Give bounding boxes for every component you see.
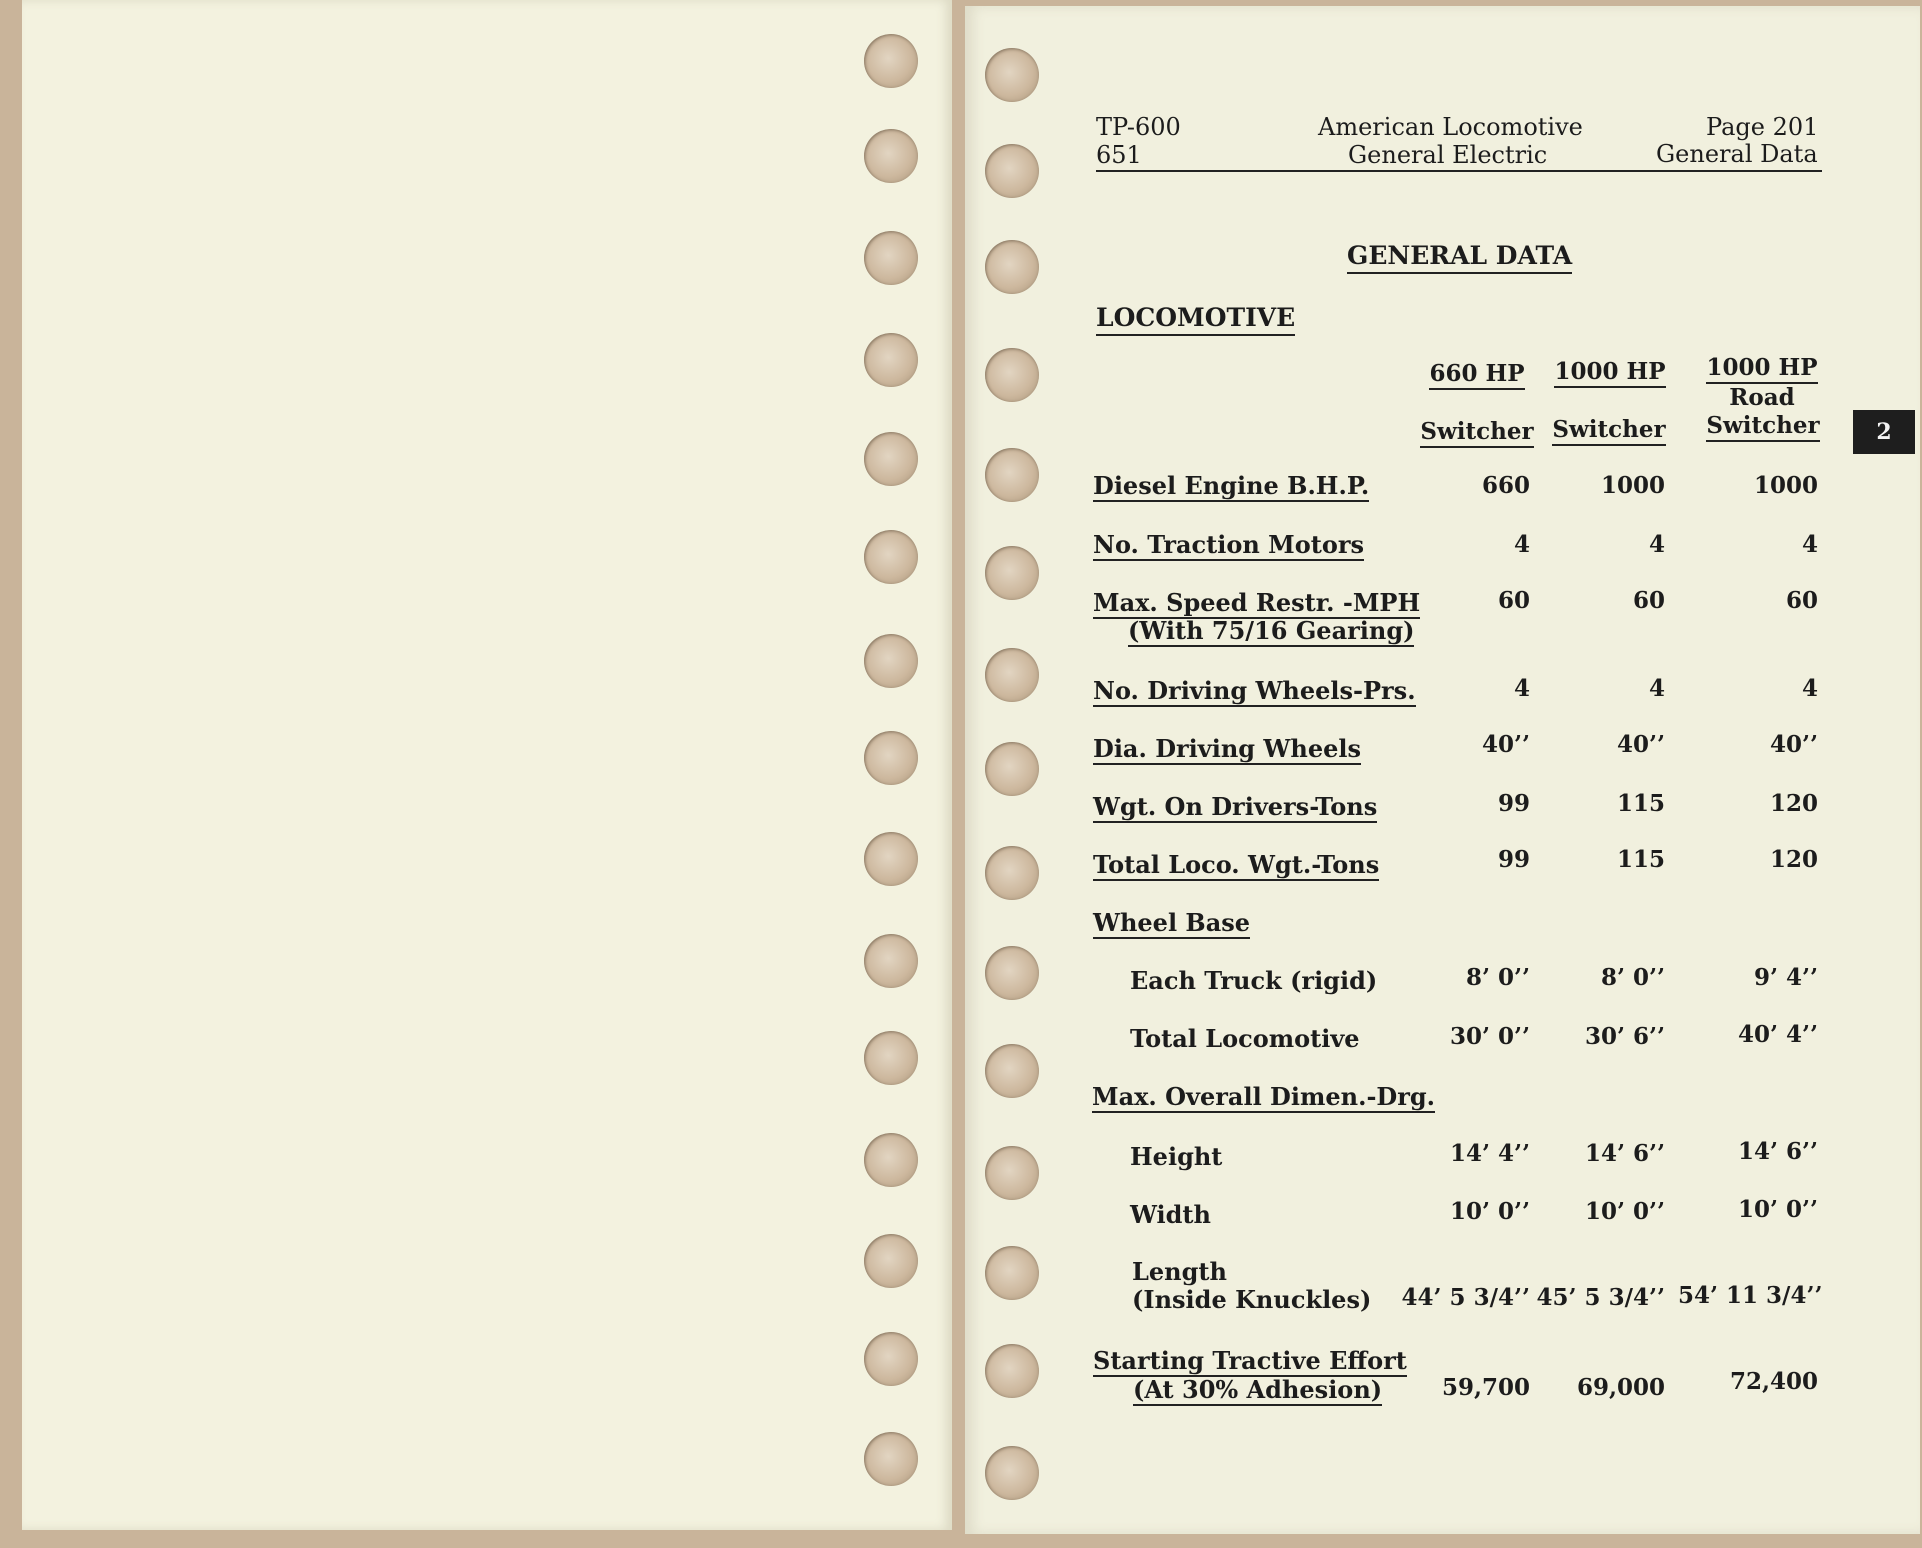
row-label-dia-driving-wheels: Dia. Driving Wheels (1093, 734, 1361, 763)
binder-hole (864, 934, 918, 988)
row-label-height: Height (1130, 1142, 1223, 1171)
row-label-width: Width (1130, 1200, 1211, 1229)
binder-hole (985, 1446, 1039, 1500)
binder-hole (985, 48, 1039, 102)
left-page (22, 0, 952, 1530)
binder-hole (985, 742, 1039, 796)
binder-hole (985, 546, 1039, 600)
value-1000-road: 40’ 4’’ (1737, 1021, 1818, 1048)
binder-hole (864, 34, 918, 88)
binder-hole (864, 231, 918, 285)
value-1000-road: 4 (1801, 675, 1818, 702)
value-660: 14’ 4’’ (1449, 1140, 1530, 1167)
value-660: 660 (1481, 472, 1530, 499)
binder-hole (864, 634, 918, 688)
binder-hole (985, 1344, 1039, 1398)
value-660: 30’ 0’’ (1449, 1023, 1530, 1050)
page-label: Page 201 (1706, 113, 1819, 141)
value-1000-switcher: 30’ 6’’ (1584, 1023, 1665, 1050)
binder-hole (985, 448, 1039, 502)
binder-hole (864, 1031, 918, 1085)
binder-hole (864, 832, 918, 886)
row-label-traction-motors: No. Traction Motors (1093, 530, 1364, 559)
value-1000-switcher: 1000 (1600, 472, 1665, 499)
value-660: 4 (1513, 675, 1530, 702)
row-label-diesel-bhp: Diesel Engine B.H.P. (1093, 471, 1370, 500)
section-heading: LOCOMOTIVE (1096, 303, 1295, 336)
value-1000-switcher: 4 (1648, 675, 1665, 702)
row-label-max-speed-note: (With 75/16 Gearing) (1128, 616, 1415, 645)
binder-hole (985, 846, 1039, 900)
binder-hole (985, 144, 1039, 198)
binder-hole (864, 1432, 918, 1486)
section-label: General Data (1656, 140, 1818, 168)
column-header-1000hp-switcher (1540, 358, 1680, 385)
value-1000-switcher: 45’ 5 3/4’’ (1536, 1284, 1665, 1311)
value-660: 4 (1513, 531, 1530, 558)
value-1000-road: 40’’ (1769, 731, 1818, 758)
binder-hole (985, 240, 1039, 294)
page-title: GENERAL DATA (1347, 241, 1572, 274)
column-line2-1000hp-road (1692, 384, 1832, 411)
binder-hole (985, 1246, 1039, 1300)
column-type: Switcher (1552, 416, 1665, 446)
doc-sub-number: 651 (1096, 141, 1142, 169)
column-type-1000hp-road (1688, 412, 1838, 439)
value-1000-switcher: 60 (1632, 587, 1665, 614)
value-660: 59,700 (1441, 1374, 1530, 1401)
binder-hole (864, 1133, 918, 1187)
company-line-2: General Electric (1348, 141, 1548, 169)
row-label-total-locomotive: Total Locomotive (1130, 1024, 1360, 1053)
value-1000-switcher: 10’ 0’’ (1584, 1198, 1665, 1225)
binder-hole (864, 333, 918, 387)
value-1000-road: 9’ 4’’ (1753, 964, 1818, 991)
column-line2: Road (1729, 384, 1795, 411)
binder-hole (864, 1234, 918, 1288)
row-label-each-truck: Each Truck (rigid) (1130, 966, 1378, 995)
binder-hole (864, 731, 918, 785)
binder-hole (985, 348, 1039, 402)
binder-hole (985, 1044, 1039, 1098)
column-hp: 660 HP (1429, 360, 1524, 390)
value-1000-switcher: 14’ 6’’ (1584, 1140, 1665, 1167)
value-660: 99 (1497, 790, 1530, 817)
value-1000-road: 54’ 11 3/4’’ (1678, 1282, 1823, 1309)
column-type: Switcher (1706, 412, 1819, 442)
doc-number: TP-600 (1096, 113, 1181, 141)
column-type-660hp (1402, 418, 1552, 445)
column-type-1000hp-switcher (1534, 416, 1684, 443)
binder-hole (864, 432, 918, 486)
value-1000-switcher: 115 (1616, 846, 1665, 873)
row-label-driving-wheels: No. Driving Wheels-Prs. (1093, 676, 1416, 705)
binder-hole (985, 1146, 1039, 1200)
value-660: 60 (1497, 587, 1530, 614)
value-660: 10’ 0’’ (1449, 1198, 1530, 1225)
row-label-max-overall-dimen: Max. Overall Dimen.-Drg. (1092, 1082, 1435, 1111)
value-1000-switcher: 115 (1616, 790, 1665, 817)
header-rule (1096, 170, 1822, 172)
row-label-tractive-effort-note: (At 30% Adhesion) (1133, 1375, 1383, 1404)
value-1000-road: 4 (1801, 531, 1818, 558)
section-tab: 2 (1853, 410, 1915, 454)
binder-hole (864, 129, 918, 183)
value-1000-road: 14’ 6’’ (1737, 1138, 1818, 1165)
value-1000-road: 10’ 0’’ (1737, 1196, 1818, 1223)
row-label-length: Length (1132, 1257, 1227, 1286)
binder-hole (864, 1332, 918, 1386)
value-660: 44’ 5 3/4’’ (1401, 1284, 1530, 1311)
column-header-1000hp-road (1692, 354, 1832, 381)
row-label-wheel-base: Wheel Base (1093, 908, 1251, 937)
binder-hole (864, 530, 918, 584)
binder-hole (985, 946, 1039, 1000)
value-1000-switcher: 4 (1648, 531, 1665, 558)
column-header-660hp (1412, 360, 1542, 387)
value-1000-road: 120 (1769, 790, 1818, 817)
company-line-1: American Locomotive (1318, 113, 1583, 141)
binder-hole (985, 648, 1039, 702)
value-1000-road: 60 (1785, 587, 1818, 614)
value-660: 99 (1497, 846, 1530, 873)
column-type: Switcher (1420, 418, 1533, 448)
value-1000-road: 72,400 (1729, 1368, 1818, 1395)
row-label-max-speed: Max. Speed Restr. -MPH (1093, 588, 1421, 617)
row-label-wgt-on-drivers: Wgt. On Drivers-Tons (1093, 792, 1378, 821)
row-label-length-note: (Inside Knuckles) (1132, 1285, 1372, 1314)
value-1000-switcher: 40’’ (1616, 731, 1665, 758)
value-1000-road: 120 (1769, 846, 1818, 873)
row-label-tractive-effort: Starting Tractive Effort (1093, 1346, 1407, 1375)
value-1000-switcher: 69,000 (1576, 1374, 1665, 1401)
column-hp: 1000 HP (1706, 354, 1817, 384)
value-660: 8’ 0’’ (1465, 964, 1530, 991)
value-1000-switcher: 8’ 0’’ (1600, 964, 1665, 991)
value-660: 40’’ (1481, 731, 1530, 758)
value-1000-road: 1000 (1753, 472, 1818, 499)
row-label-total-wgt: Total Loco. Wgt.-Tons (1093, 850, 1380, 879)
column-hp: 1000 HP (1554, 358, 1665, 388)
